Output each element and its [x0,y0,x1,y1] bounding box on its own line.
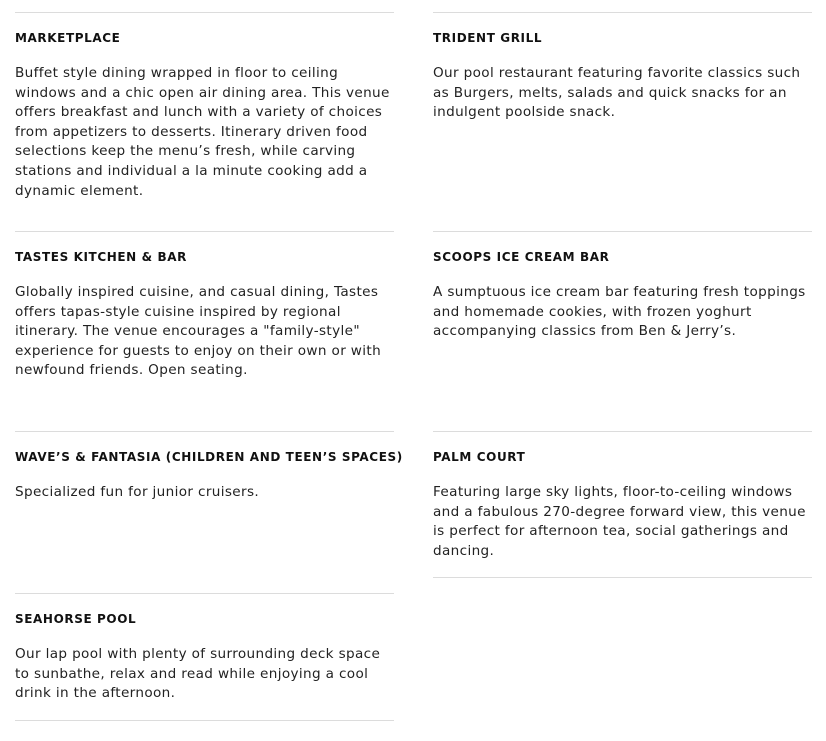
venue-title: TRIDENT GRILL [433,31,543,45]
venue-description: A sumptuous ice cream bar featuring fresh toppings and homemade cookies, with frozen yoghurt accompanying classics from Ben & Jerry’s. [433,284,806,340]
venue-description: Our pool restaurant featuring favorite classics such as Burgers, melts, salads and quick snacks for an indulgent poolside snack. [433,65,801,121]
venue-card-marketplace [15,12,394,231]
venue-card-scoops-ice-cream-bar [433,231,812,431]
venue-card-waves-fantasia [15,431,403,593]
venue-title: TASTES KITCHEN & BAR [15,250,187,264]
venue-description: Our lap pool with plenty of surrounding deck space to sunbathe, relax and read while enjoying a cool drink in the afternoon. [15,646,381,702]
venue-description: Globally inspired cuisine, and casual dining, Tastes offers tapas-style cuisine inspired by regional itinerary. The venue encourages a "family-style" experience for guests to enjoy on their own or with newfound friends. Open seating. [15,284,382,379]
venue-description: Featuring large sky lights, floor-to-ceiling windows and a fabulous 270-degree forward view, this venue is perfect for afternoon tea, social gatherings and dancing. [433,484,806,559]
venue-title: PALM COURT [433,450,526,464]
venue-title: SCOOPS ICE CREAM BAR [433,250,610,264]
venue-title: WAVE’S & FANTASIA (CHILDREN AND TEEN’S SPACES) [15,450,403,464]
venue-description: Buffet style dining wrapped in floor to ceiling windows and a chic open air dining area. This venue offers breakfast and lunch with a variety of choices from appetizers to desserts. Itinerary driven food selections keep the menu’s fresh, while carving stations and individual a la minute cooking add a dynamic element. [15,65,390,199]
venue-card-seahorse-pool [15,593,394,721]
venue-card-palm-court [433,431,812,578]
venue-card-tastes-kitchen-bar [15,231,394,431]
venue-card-trident-grill [433,12,812,231]
venue-title: MARKETPLACE [15,31,121,45]
venue-description: Specialized fun for junior cruisers. [15,484,260,500]
venue-title: SEAHORSE POOL [15,612,137,626]
